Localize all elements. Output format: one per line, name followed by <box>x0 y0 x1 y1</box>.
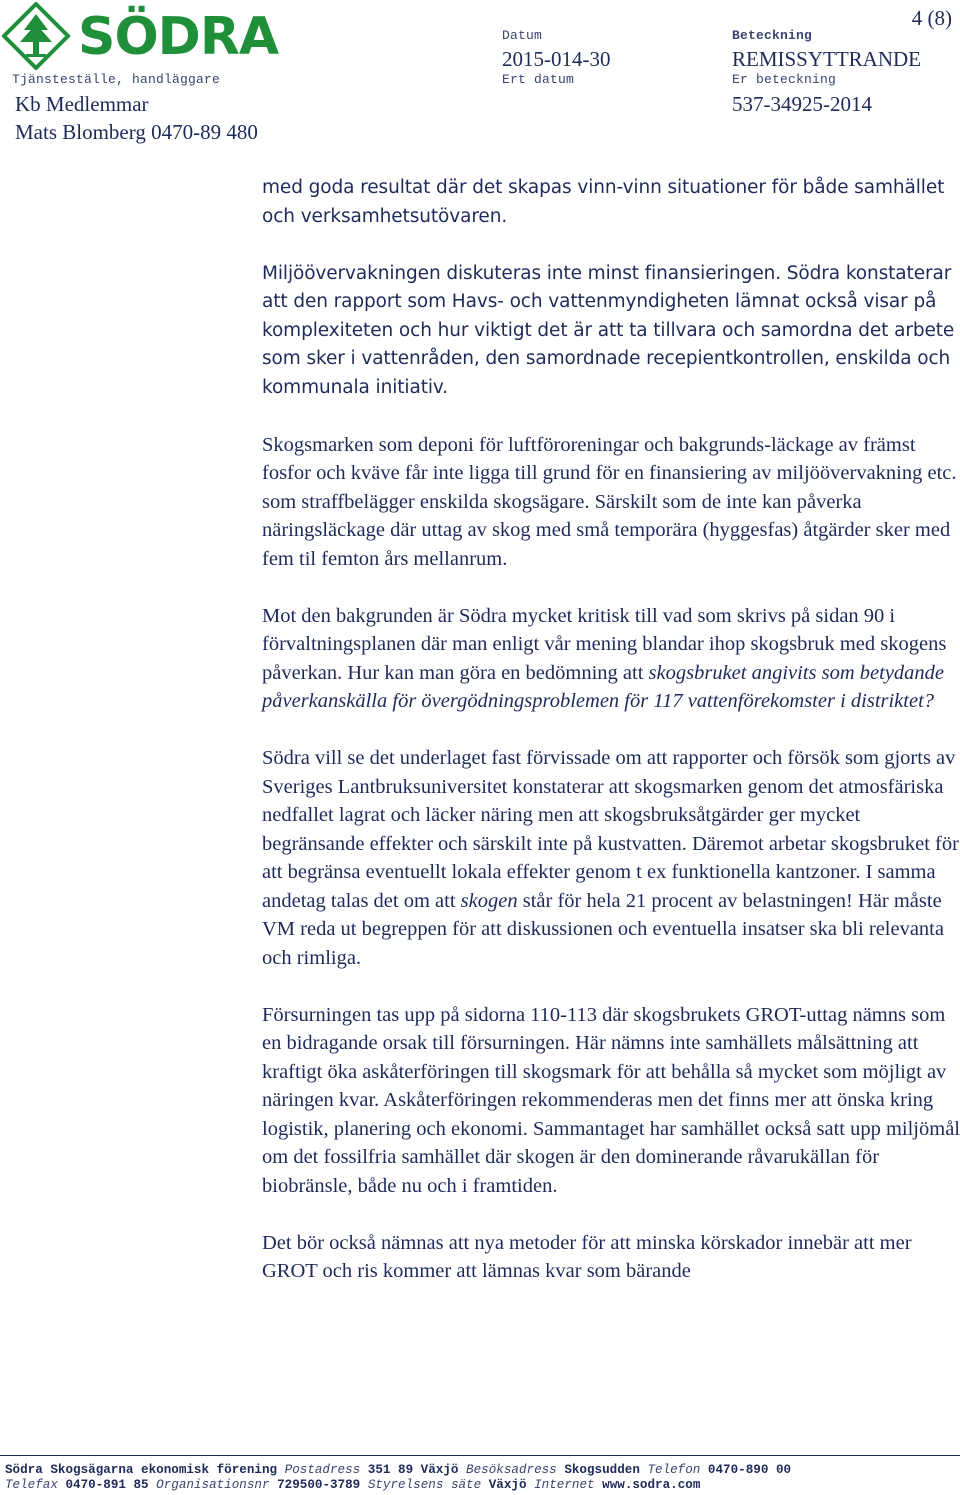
footer-phone-label: Telefon <box>647 1463 701 1477</box>
footer-divider <box>0 1455 960 1456</box>
footer-postal-label: Postadress <box>284 1463 361 1477</box>
footer-internet-link[interactable]: www.sodra.com <box>602 1478 701 1492</box>
footer-line-1 <box>5 1463 791 1477</box>
footer-internet-label: Internet <box>534 1478 595 1492</box>
paragraph-6: Försurningen tas upp på sidorna 110-113 där skogsbrukets GROT-uttag nämns som en bidragande orsak till försurningen. Här nämns inte samhällets målsättning att kraftigt öka askåterföringen till skogsmark för att behålla så mycket som möjligt av näringen kvar. Askåterföringen rekommenderas men det finns mer att önska kring logistik, planering och ekonomi. Sammantaget har samhället också satt upp miljömål om det fossilfria samhället där skogen är den dominerande råvarukällan för biobränsle, både nu och i framtiden. <box>262 1003 960 1197</box>
footer-fax-label: Telefax <box>5 1478 58 1492</box>
footer-postal-value: 351 89 Växjö <box>367 1463 459 1477</box>
designation-value: REMISSYTTRANDE <box>732 47 922 71</box>
logo-wordmark: SÖDRA <box>78 7 279 67</box>
date-label: Datum <box>502 28 543 43</box>
document-body <box>262 174 960 1314</box>
date-value: 2015-014-30 <box>502 47 611 71</box>
sodra-logo <box>2 2 332 70</box>
paragraph-5-emphasis: skogen <box>460 889 518 912</box>
your-date-label: Ert datum <box>502 72 575 87</box>
paragraph-2: Miljöövervakningen diskuteras inte minst finansieringen. Södra konstaterar att den rapport som Havs- och vattenmyndigheten lämnat också visar på komplexiteten och hur viktigt det är att ta tillvara och samordna det arbete som sker i vattenråden, den samordnade recepientkontrollen, enskilda och kommunala initiativ. <box>262 262 955 398</box>
your-designation-value: 537-34925-2014 <box>732 92 872 116</box>
footer-seat-label: Styrelsens säte <box>367 1478 482 1492</box>
paragraph-4 <box>262 602 960 716</box>
footer-seat-value: Växjö <box>488 1478 527 1492</box>
paragraph-5-text-a: Södra vill se det underlaget fast förvissade om att rapporter och försök som gjorts av Sveriges Lantbruksuniversitet konstaterar att skogsmarken genom det atmosfäriska nedfallet lagrat och läcker näring men att skogsbruksåtgärder ger mycket begränsande effekter och särskilt inte på kustvatten. Däremot arbetar skogsbruket för att begränsa eventuellt lokala effekter genom t ex funktionella kantzoner. I samma andetag talas det om att <box>262 747 959 912</box>
paragraph-7: Det bör också nämnas att nya metoder för att minska körskador innebär att mer GROT och ris kommer att lämnas kvar som bärande <box>262 1231 912 1282</box>
paragraph-4-text: Mot den bakgrunden är Södra mycket kritisk till vad som skrivs på sidan 90 i förvaltningsplanen där man enligt vår mening blandar ihop skogsbruk med skogens påverkan. Hur kan man göra en bedömning att <box>262 604 947 684</box>
office-name: Kb Medlemmar <box>15 92 149 116</box>
footer-visit-label: Besöksadress <box>466 1463 557 1477</box>
paragraph-5 <box>262 744 960 972</box>
your-designation-label: Er beteckning <box>732 72 837 87</box>
handler-label: Tjänsteställe, handläggare <box>12 72 221 87</box>
footer-orgnr-label: Organisationsnr <box>156 1478 270 1492</box>
handler-name: Mats Blomberg 0470-89 480 <box>15 120 258 144</box>
paragraph-1: med goda resultat där det skapas vinn-vinn situationer för både samhället och verksamhetsutövaren. <box>262 177 945 227</box>
paragraph-3: Skogsmarken som deponi för luftföroreningar och bakgrunds-läckage av främst fosfor och kväve får inte ligga till grund för en finansiering av miljöövervakning etc. som straffbelägger enskilda skogsägare. Särskilt som de inte kan påverka näringsläckage där uttag av skog med små temporära (hyggesfas) åtgärder sker med fem til femton års mellanrum. <box>262 433 957 570</box>
footer-fax-value: 0470-891 85 <box>65 1478 149 1492</box>
paragraph-4-quote: skogsbruket angivits som betydande påverkanskälla för övergödningsproblemen för 117 vattenförekomster i distriktet? <box>262 661 945 712</box>
paragraph-5-text-b: står för hela 21 procent av belastningen! Här måste VM reda ut begreppen för att diskussionen och eventuella insatser ska bli relevanta och rimliga. <box>262 889 944 969</box>
footer-visit-value: Skogsudden <box>564 1463 640 1477</box>
footer-phone-value: 0470-890 00 <box>707 1463 792 1477</box>
footer-company: Södra Skogsägarna ekonomisk förening <box>5 1463 278 1477</box>
footer-orgnr-value: 729500-3789 <box>277 1478 361 1492</box>
page-number: 4 (8) <box>911 6 952 30</box>
sodra-tree-emblem-icon <box>2 2 332 70</box>
designation-label: Beteckning <box>732 28 813 43</box>
footer-line-2 <box>5 1478 700 1492</box>
